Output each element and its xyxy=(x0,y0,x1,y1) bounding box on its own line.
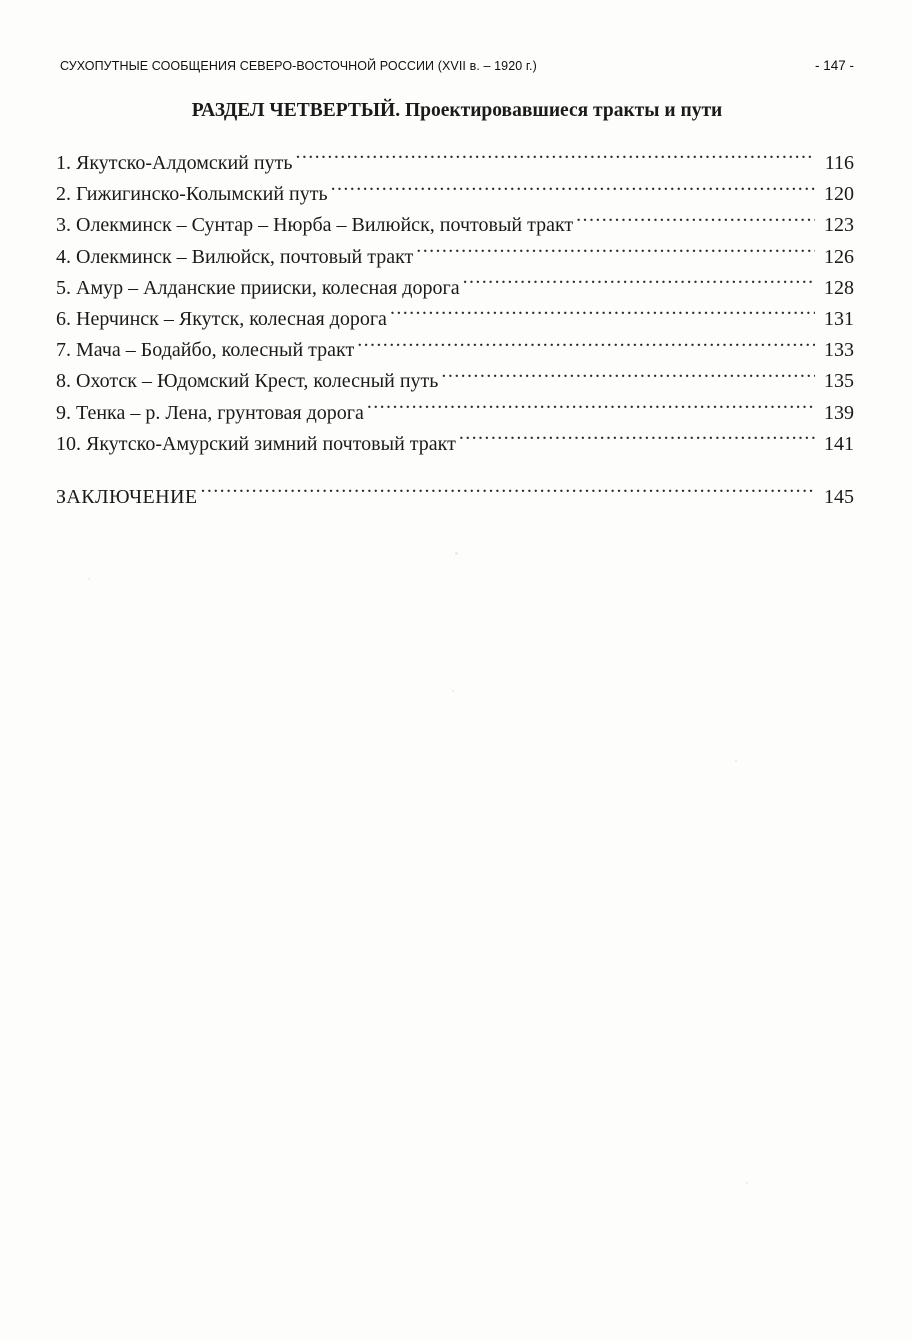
toc-leader-dots xyxy=(390,305,815,325)
toc-entry[interactable] xyxy=(56,398,854,429)
running-head-title: СУХОПУТНЫЕ СООБЩЕНИЯ СЕВЕРО-ВОСТОЧНОЙ РОССИИ (XVII в. – 1920 г.) xyxy=(60,59,537,73)
toc-entry-label: 9. Тенка – р. Лена, грунтовая дорога xyxy=(56,401,364,424)
toc-entry-conclusion[interactable] xyxy=(56,482,854,513)
toc-entry-page: 133 xyxy=(824,339,854,362)
toc-entry-label: 10. Якутско-Амурский зимний почтовый тракт xyxy=(56,432,456,455)
toc-entry[interactable] xyxy=(56,335,854,366)
paper-speck xyxy=(452,690,454,692)
toc-entry[interactable] xyxy=(56,429,854,460)
toc-leader-dots xyxy=(576,211,815,231)
toc-entry[interactable] xyxy=(56,366,854,397)
toc-entry-label: 8. Охотск – Юдомский Крест, колесный путь xyxy=(56,370,439,393)
toc-leader-dots xyxy=(463,274,815,294)
toc-entry-label: 2. Гижигинско-Колымский путь xyxy=(56,183,328,206)
toc-leader-dots xyxy=(295,149,815,169)
toc-leader-dots xyxy=(416,243,815,263)
toc-entry-page: 126 xyxy=(824,245,854,268)
section-heading-number: РАЗДЕЛ ЧЕТВЕРТЫЙ. xyxy=(191,100,401,121)
toc-entry-label: 6. Нерчинск – Якутск, колесная дорога xyxy=(56,308,387,331)
toc-entry-page: 116 xyxy=(824,152,854,174)
toc-entry-label: 3. Олекминск – Сунтар – Нюрба – Вилюйск, почтовый тракт xyxy=(56,214,574,237)
toc-leader-dots xyxy=(357,336,815,356)
toc-entry-page: 141 xyxy=(824,432,854,455)
toc-entry[interactable] xyxy=(56,242,854,273)
toc-entry-page: 145 xyxy=(824,486,854,509)
toc-leader-dots xyxy=(459,430,815,450)
toc-spacer xyxy=(56,460,854,482)
toc-entry-page: 135 xyxy=(824,370,854,393)
section-heading xyxy=(60,100,854,122)
toc-entry[interactable] xyxy=(56,148,854,179)
toc-leader-dots xyxy=(441,367,815,387)
toc-entry[interactable] xyxy=(56,273,854,304)
toc-entry-page: 120 xyxy=(824,183,854,206)
toc-entry-label: 1. Якутско-Алдомский путь xyxy=(56,152,293,174)
toc-entry[interactable] xyxy=(56,210,854,241)
toc-entry-page: 131 xyxy=(824,308,854,331)
page-number: - 147 - xyxy=(814,58,854,73)
toc-entry-label: 4. Олекминск – Вилюйск, почтовый тракт xyxy=(56,245,414,268)
toc-entry-page: 128 xyxy=(824,276,854,299)
paper-speck xyxy=(455,552,458,555)
toc-entry[interactable] xyxy=(56,179,854,210)
toc-entry-label: ЗАКЛЮЧЕНИЕ xyxy=(56,486,198,509)
paper-speck xyxy=(735,760,737,762)
toc-entry-page: 139 xyxy=(824,401,854,424)
toc-leader-dots xyxy=(331,180,815,200)
toc-entry-label: 5. Амур – Алданские прииски, колесная дорога xyxy=(56,276,460,299)
toc-entry-page: 123 xyxy=(824,214,854,237)
paper-speck xyxy=(88,578,90,580)
table-of-contents xyxy=(56,148,854,513)
section-heading-title: Проектировавшиеся тракты и пути xyxy=(404,100,723,121)
toc-entry[interactable] xyxy=(56,304,854,335)
toc-entry-label: 7. Мача – Бодайбо, колесный тракт xyxy=(56,339,355,362)
toc-leader-dots xyxy=(367,399,815,419)
running-head xyxy=(60,58,854,73)
toc-leader-dots xyxy=(200,483,815,503)
paper-speck xyxy=(746,1182,748,1184)
